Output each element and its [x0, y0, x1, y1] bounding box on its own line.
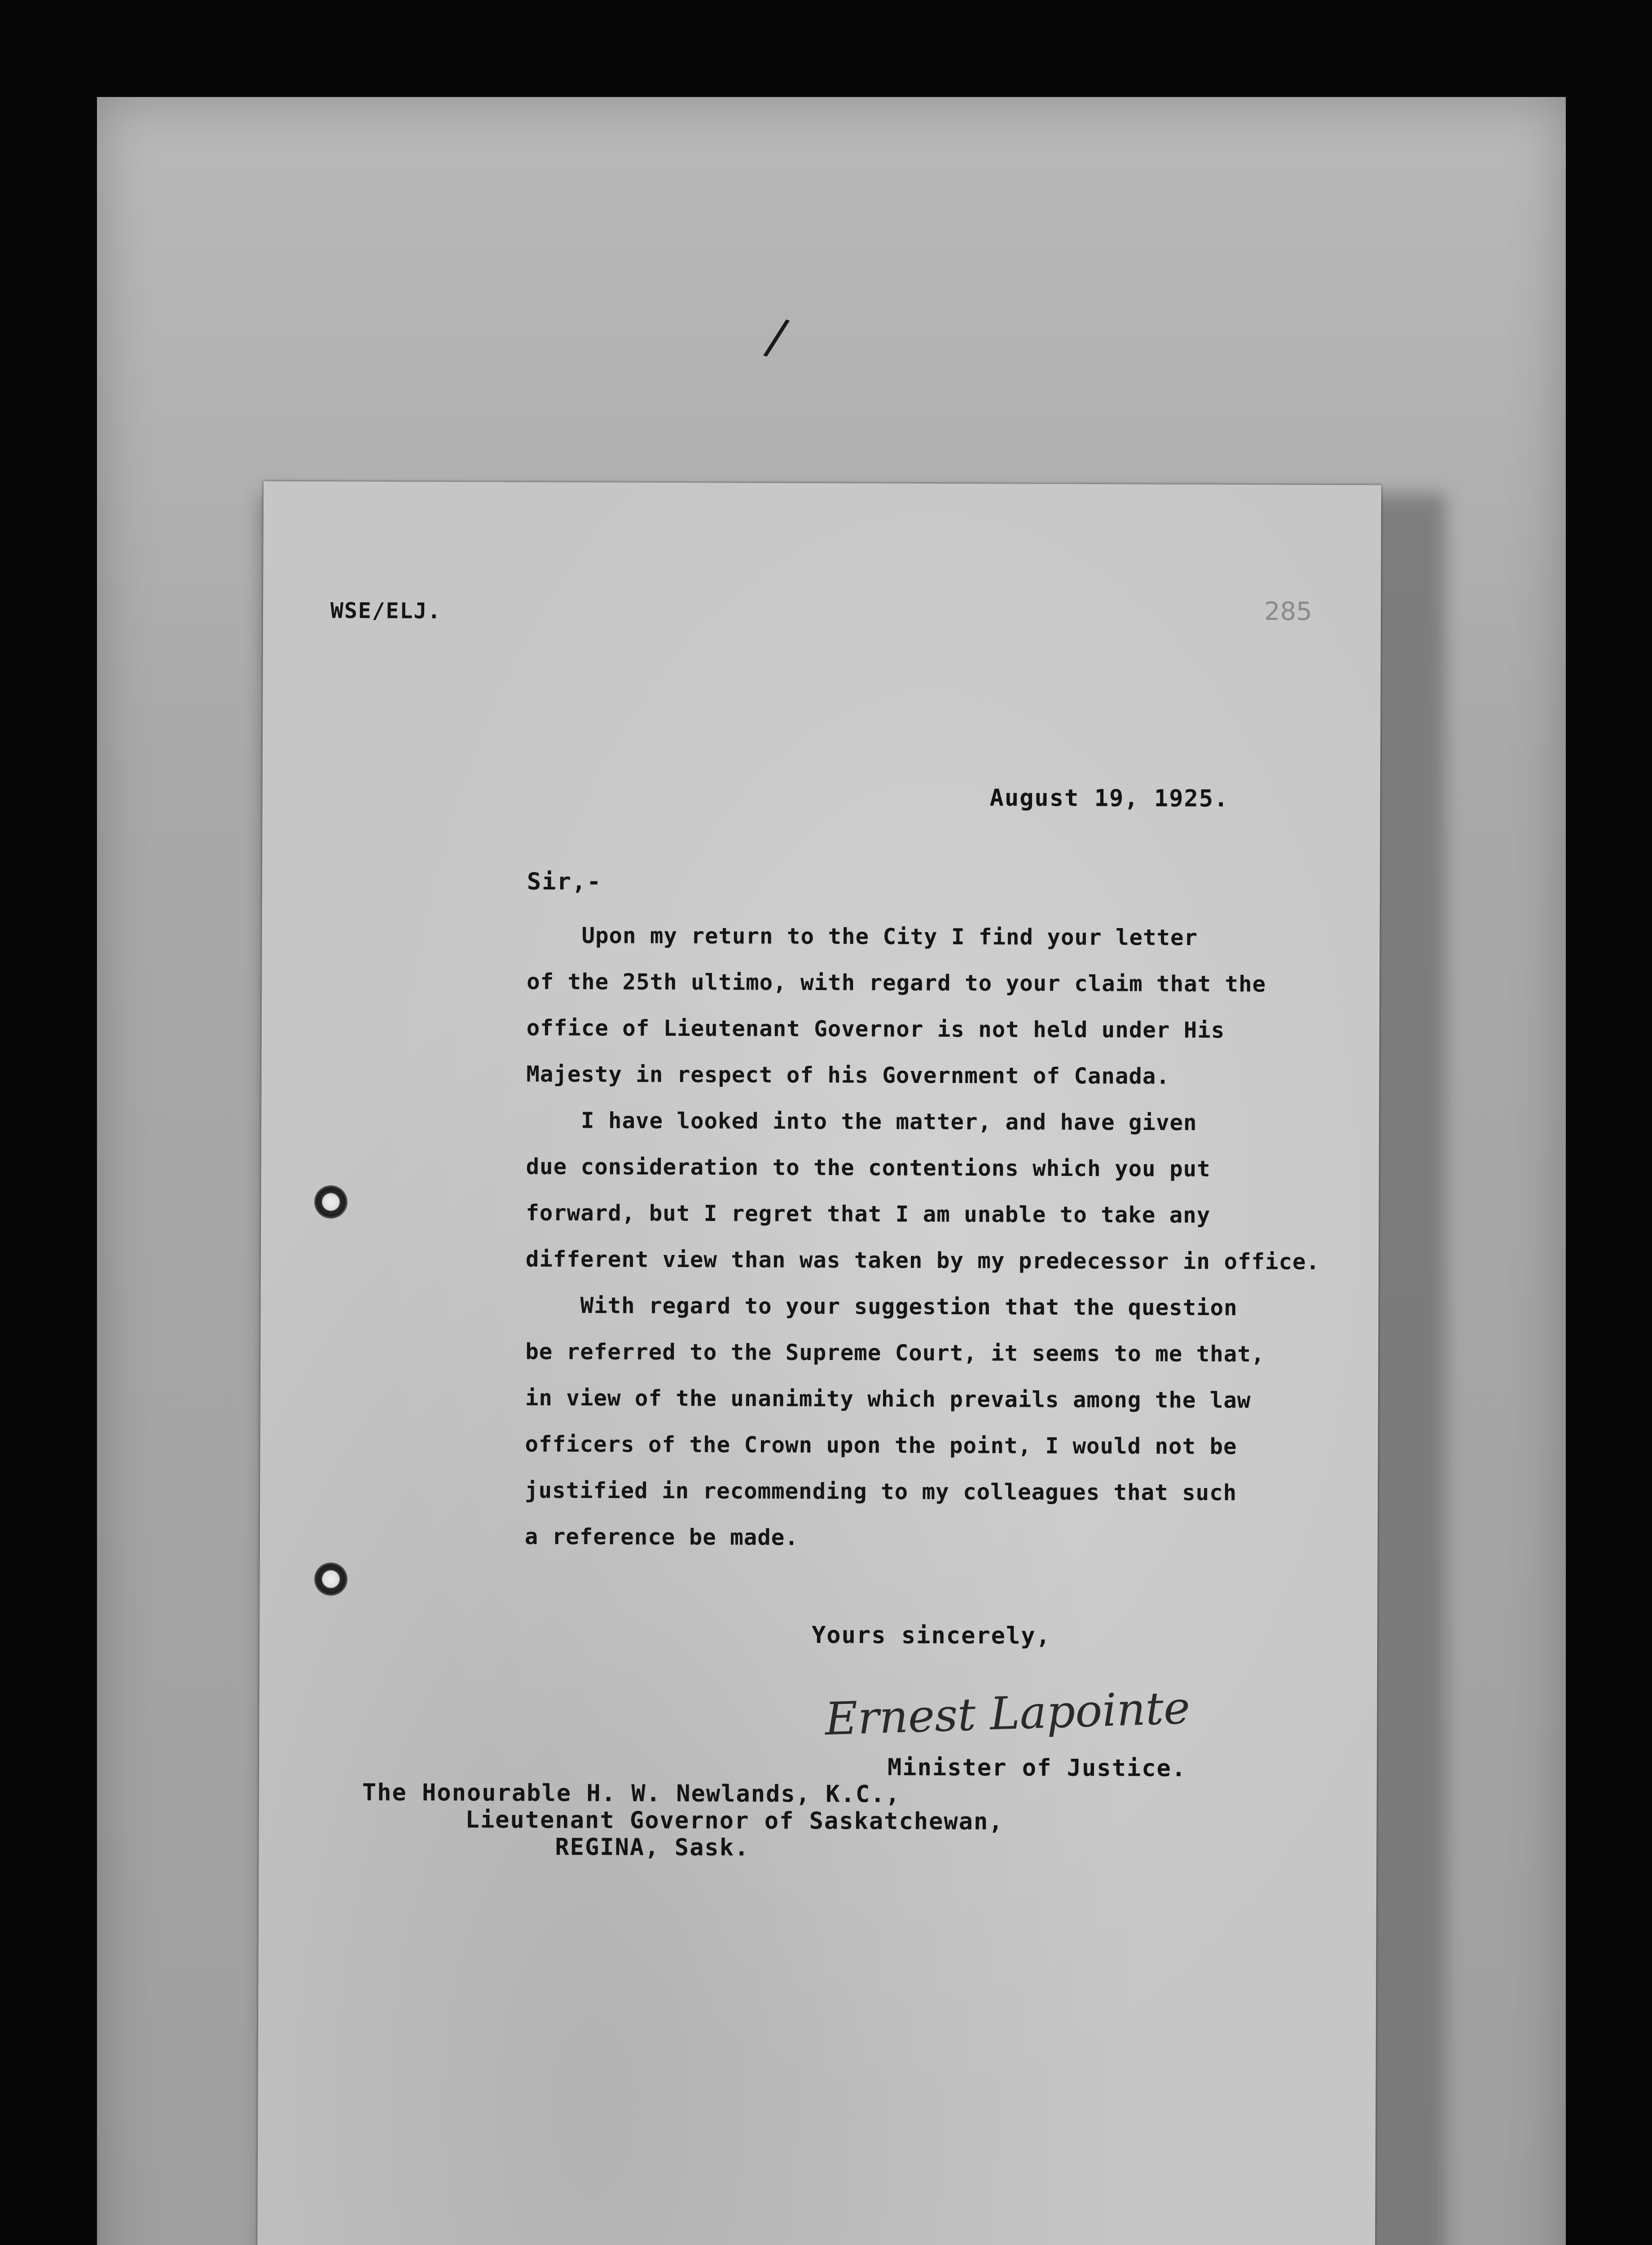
addressee-line: REGINA, Sask.	[555, 1833, 750, 1862]
typed-letter	[257, 481, 1381, 2245]
body-line: Upon my return to the City I find your letter	[527, 922, 1198, 951]
body-line: of the 25th ultimo, with regard to your claim that the	[527, 968, 1266, 997]
body-line: With regard to your suggestion that the question	[525, 1292, 1238, 1321]
handwritten-signature: Ernest Lapointe	[824, 1681, 1191, 1746]
letter-date: August 19, 1925.	[989, 784, 1229, 813]
body-line: justified in recommending to my colleagues that such	[525, 1477, 1237, 1506]
closing: Yours sincerely,	[811, 1621, 1051, 1650]
punch-hole	[314, 1185, 347, 1219]
faint-stamp-number: 285	[1264, 597, 1313, 626]
addressee-line: Lieutenant Governor of Saskatchewan,	[465, 1806, 1004, 1836]
body-line: be referred to the Supreme Court, it seems to me that,	[525, 1338, 1265, 1367]
reference-initials: WSE/ELJ.	[330, 598, 442, 624]
salutation: Sir,-	[527, 868, 602, 896]
body-line: officers of the Crown upon the point, I would not be	[525, 1431, 1237, 1460]
body-line: due consideration to the contentions which you put	[526, 1153, 1211, 1182]
body-line: in view of the unanimity which prevails among the law	[525, 1385, 1251, 1413]
pencil-mark: /	[761, 307, 792, 367]
body-line: a reference be made.	[524, 1523, 799, 1550]
body-line: different view than was taken by my predecessor in office.	[525, 1246, 1320, 1275]
body-line: I have looked into the matter, and have given	[526, 1107, 1197, 1136]
letter-body	[525, 912, 1380, 1563]
punch-hole	[314, 1563, 347, 1596]
body-line: office of Lieutenant Governor is not held under His	[526, 1015, 1225, 1043]
addressee-line: The Honourable H. W. Newlands, K.C.,	[362, 1779, 901, 1808]
body-line: Majesty in respect of his Government of Canada.	[526, 1061, 1170, 1089]
signatory-title: Minister of Justice.	[887, 1754, 1187, 1782]
body-line: forward, but I regret that I am unable to take any	[526, 1200, 1211, 1228]
